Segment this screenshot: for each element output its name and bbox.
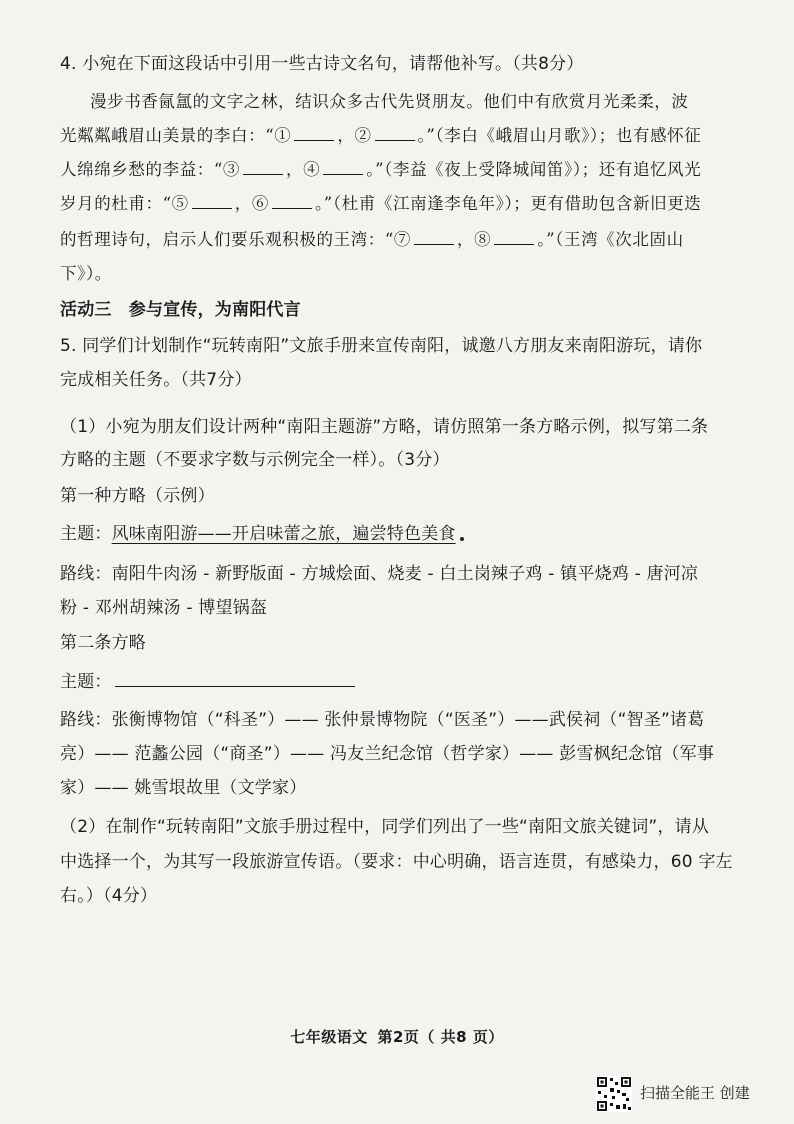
q4-text: 的哲理诗句，启示人们要乐观积极的王湾：“⑦ xyxy=(60,230,412,249)
plan2-heading: 第二条方略 xyxy=(60,633,146,653)
q5-part2-line-1: （2）在制作“玩转南阳”文旅手册过程中，同学们列出了一些“南阳文旅关键词”，请从 xyxy=(60,817,710,837)
blank-5[interactable] xyxy=(192,192,232,209)
activity-3-heading: 活动三 参与宣传，为南阳代言 xyxy=(60,300,301,320)
q5-line-2: 完成相关任务。（共7分） xyxy=(60,370,252,390)
q4-passage-line-5 xyxy=(60,228,684,252)
q4-text: 。”（李白《峨眉山月歌》）；也有感怀征 xyxy=(417,126,702,145)
q4-text: ，② xyxy=(337,126,372,145)
scanner-watermark: 扫描全能王 创建 xyxy=(640,1084,750,1102)
q5-part1-line-1: （1）小宛为朋友们设计两种“南阳主题游”方略，请仿照第一条方略示例，拟写第二条 xyxy=(60,417,709,437)
plan1-route-line-2: 粉 - 邓州胡辣汤 - 博望锅盔 xyxy=(60,598,268,618)
blank-1[interactable] xyxy=(294,124,334,141)
q4-text: 岁月的杜甫：“⑤ xyxy=(60,194,189,213)
q4-text: ，⑧ xyxy=(457,230,492,249)
blank-2[interactable] xyxy=(375,124,415,141)
blank-3[interactable] xyxy=(243,158,283,175)
blank-6[interactable] xyxy=(272,192,312,209)
q4-text: ，④ xyxy=(286,160,321,179)
stray-dot xyxy=(460,537,464,541)
page-footer xyxy=(0,1026,794,1047)
q4-passage-line-2 xyxy=(60,124,701,148)
q4-passage-line-3 xyxy=(60,158,701,182)
q4-title: 4. 小宛在下面这段话中引用一些古诗文名句，请帮他补写。（共8分） xyxy=(60,54,584,74)
q5-part2-line-3: 右。）（4分） xyxy=(60,886,158,906)
theme-label: 主题： xyxy=(60,672,112,692)
q4-passage-line-4 xyxy=(60,192,701,216)
footer-page-number: 第2页（ 共8 页） xyxy=(377,1028,504,1046)
q5-line-1: 5. 同学们计划制作“玩转南阳”文旅手册来宣传南阳，诚邀八方朋友来南阳游玩，请你 xyxy=(60,336,703,356)
q4-text: ，⑥ xyxy=(234,194,269,213)
blank-8[interactable] xyxy=(494,228,534,245)
q5-part2-line-2: 中选择一个，为其写一段旅游宣传语。（要求：中心明确，语言连贯，有感染力，60 字左 xyxy=(60,852,733,872)
q4-text: 。”（杜甫《江南逢李龟年》）；更有借助包含新旧更迭 xyxy=(314,194,702,213)
q4-passage-line-6: 下》）。 xyxy=(60,264,112,283)
plan1-theme xyxy=(60,522,456,546)
plan2-route-line-1: 路线：张衡博物馆（“科圣”）—— 张仲景博物院（“医圣”）——武侯祠（“智圣”诸葛 xyxy=(60,710,705,730)
blank-7[interactable] xyxy=(414,228,454,245)
plan2-theme xyxy=(60,670,358,694)
plan2-theme-blank[interactable] xyxy=(115,670,355,687)
plan1-heading: 第一种方略（示例） xyxy=(60,486,215,506)
qr-code-icon xyxy=(596,1076,632,1112)
blank-4[interactable] xyxy=(323,158,363,175)
theme-label: 主题： xyxy=(60,524,112,544)
q4-text: 。”（王湾《次北固山 xyxy=(537,230,684,249)
plan1-route-line-1: 路线：南阳牛肉汤 - 新野版面 - 方城烩面、烧麦 - 白土岗辣子鸡 - 镇平烧鸡 - 唐河凉 xyxy=(60,564,699,584)
q4-text: 人绵绵乡愁的李益：“③ xyxy=(60,160,241,179)
plan2-route-line-3: 家）—— 姚雪垠故里（文学家） xyxy=(60,778,307,798)
q4-text: 。”（李益《夜上受降城闻笛》）；还有追忆风光 xyxy=(366,160,702,179)
q5-part1-line-2: 方略的主题（不要求字数与示例完全一样）。（3分） xyxy=(60,450,450,470)
q4-passage-line-1: 漫步书香氤氲的文字之林，结识众多古代先贤朋友。他们中有欣赏月光柔柔，波 xyxy=(90,92,689,111)
q4-text: 光粼粼峨眉山美景的李白：“① xyxy=(60,126,292,145)
plan2-route-line-2: 亮）—— 范蠡公园（“商圣”）—— 冯友兰纪念馆（哲学家）—— 彭雪枫纪念馆（军事 xyxy=(60,744,715,764)
plan1-theme-text: 风味南阳游——开启味蕾之旅，遍尝特色美食 xyxy=(111,524,456,544)
footer-subject: 七年级语文 xyxy=(290,1028,368,1046)
